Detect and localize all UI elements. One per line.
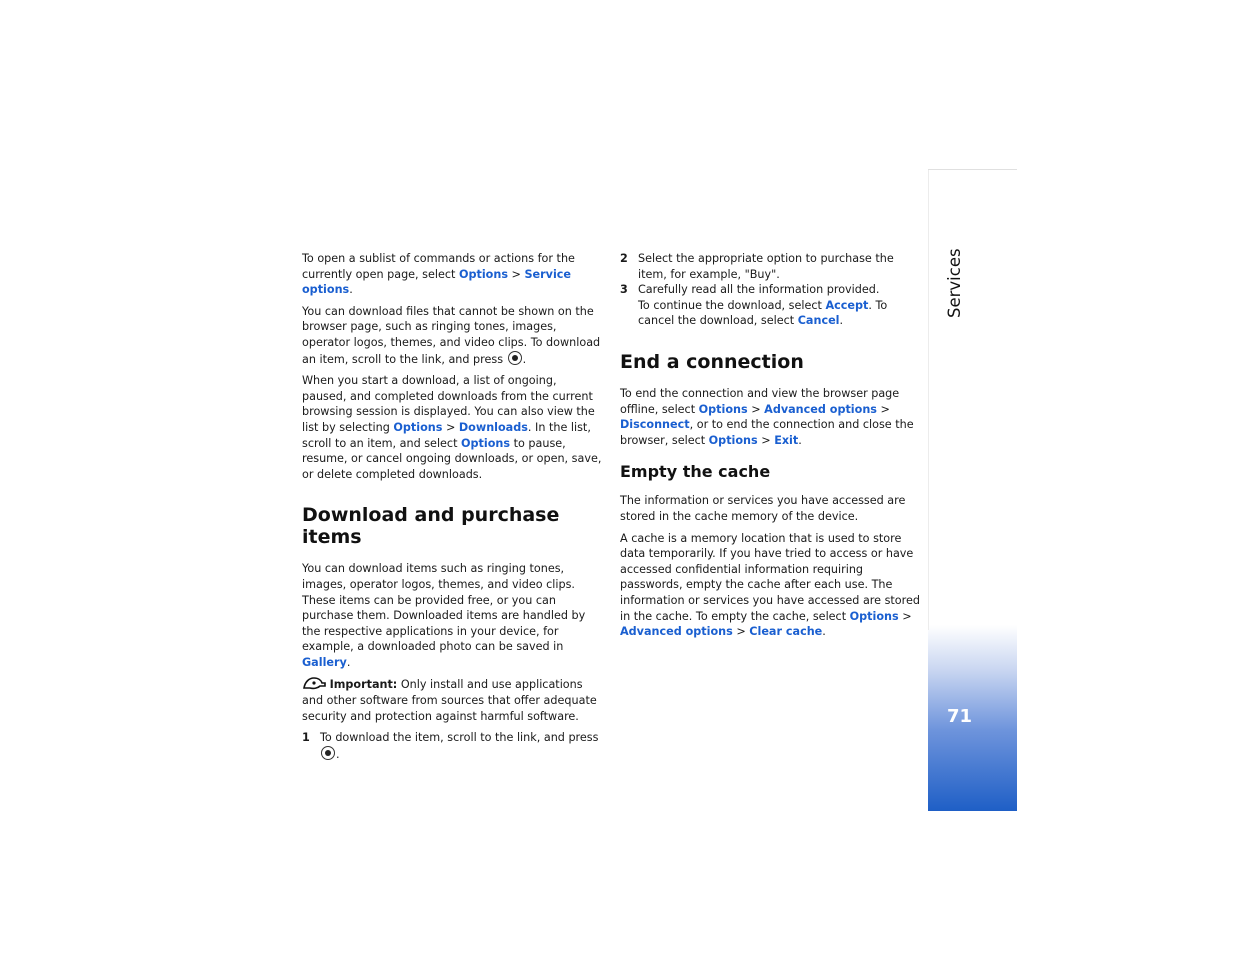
- accept-link[interactable]: Accept: [825, 298, 869, 312]
- advanced-options-link[interactable]: Advanced options: [620, 625, 733, 639]
- service-options-link[interactable]: Service options: [302, 267, 571, 297]
- options-link[interactable]: Options: [461, 436, 511, 450]
- clear-cache-link[interactable]: Clear cache: [749, 625, 823, 639]
- important-hand-icon: [302, 676, 326, 690]
- options-link[interactable]: Options: [849, 609, 899, 623]
- heading-end-connection: End a connection: [620, 350, 804, 373]
- important-note: Important: Only install and use applications and other software from sources that offer adequate security and protection against harmful software.: [302, 678, 597, 723]
- section-label: Services: [945, 248, 964, 318]
- step-3: 3 Carefully read all the information provided. To continue the download, select Accept. To cancel the download, select Cancel.: [620, 283, 888, 328]
- paragraph-download-list: When you start a download, a list of ongoing, paused, and completed downloads from the current browsing session is displayed. You can also view the list by selecting Options > Downloads. In the list, scroll to an item, and select Options to pause, resume, or cancel ongoing downloads, or open, save, or delete completed downloads.: [302, 374, 602, 481]
- cancel-link[interactable]: Cancel: [797, 314, 840, 328]
- paragraph-download-files: You can download files that cannot be shown on the browser page, such as ringing tones, images, operator logos, themes, and video clips. To download an item, scroll to the link, and press .: [302, 304, 601, 366]
- joystick-press-icon: [508, 351, 522, 365]
- downloads-link[interactable]: Downloads: [458, 420, 528, 434]
- paragraph-end-connection: To end the connection and view the browser page offline, select Options > Advanced options > Disconnect, or to end the connection and close the browser, select Options > Exit.: [620, 386, 914, 447]
- heading-empty-cache: Empty the cache: [620, 462, 771, 482]
- advanced-options-link[interactable]: Advanced options: [764, 402, 877, 416]
- left-column: [302, 251, 602, 762]
- step-2: 2 Select the appropriate option to purchase the item, for example, "Buy".: [620, 252, 894, 281]
- joystick-press-icon: [321, 746, 335, 760]
- paragraph-download-items: You can download items such as ringing tones, images, operator logos, themes, and video clips. These items can be provided free, or you can purchase them. Downloaded items are handled by the respective applications in your device, for example, a downloaded photo can be saved in Gallery.: [302, 562, 586, 669]
- gallery-link[interactable]: Gallery: [302, 655, 347, 669]
- paragraph-cache-definition: A cache is a memory location that is used to store data temporarily. If you have tried to access or have accessed confidential information requiring passwords, empty the cache after each use. The information or services you have accessed are stored in the cache. To empty the cache, select Options > Advanced options > Clear cache.: [620, 531, 920, 639]
- options-link[interactable]: Options: [393, 420, 443, 434]
- page-number: 71: [947, 706, 973, 727]
- paragraph-cache-storage: The information or services you have accessed are stored in the cache memory of the device.: [620, 494, 906, 523]
- paragraph-sublist: To open a sublist of commands or actions for the currently open page, select Options > Service options.: [302, 252, 575, 297]
- right-column: [620, 251, 920, 646]
- options-link[interactable]: Options: [458, 267, 508, 281]
- options-link[interactable]: Options: [698, 402, 748, 416]
- options-link[interactable]: Options: [708, 433, 758, 447]
- step-1: 1 To download the item, scroll to the link, and press .: [302, 731, 599, 761]
- exit-link[interactable]: Exit: [774, 433, 799, 447]
- section-sidebar: [928, 169, 1017, 811]
- heading-download-purchase: Download and purchase items: [302, 504, 560, 549]
- disconnect-link[interactable]: Disconnect: [620, 418, 690, 432]
